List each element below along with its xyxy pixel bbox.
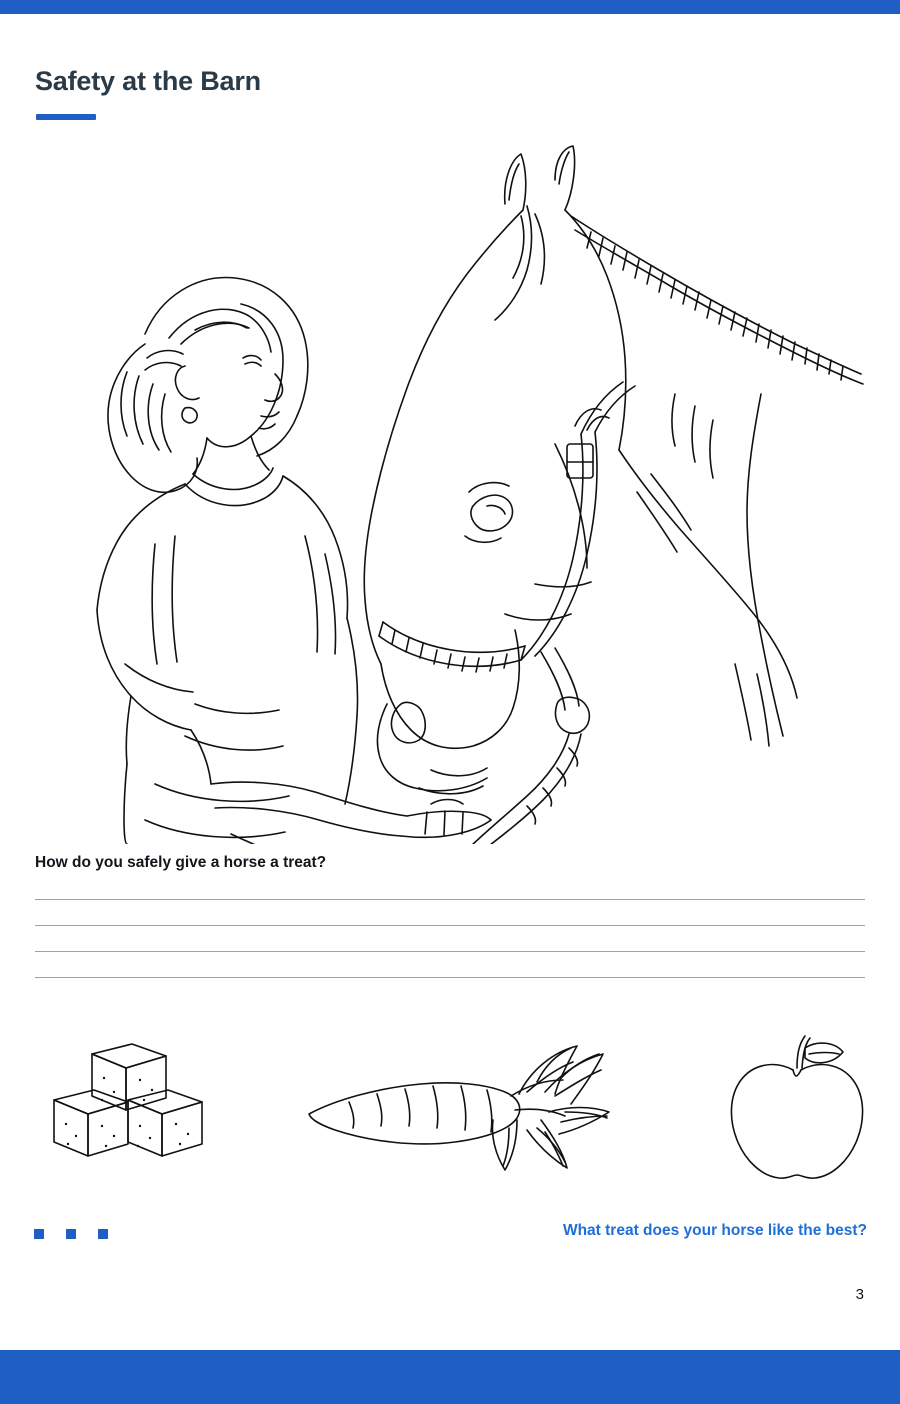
answer-line-3[interactable] bbox=[35, 951, 865, 952]
page-title: Safety at the Barn bbox=[35, 66, 261, 96]
bottom-accent-band bbox=[0, 1350, 900, 1404]
footer-caption: What treat does your horse like the best? bbox=[562, 1222, 867, 1239]
footer-dot-2 bbox=[66, 1229, 76, 1239]
footer-dot-3 bbox=[98, 1229, 108, 1239]
answer-line-2[interactable] bbox=[35, 925, 865, 926]
apple-icon bbox=[725, 1034, 865, 1184]
sugar-cubes-icon bbox=[40, 1034, 220, 1174]
horse-and-girl-line-art bbox=[35, 144, 865, 844]
footer-dot-1 bbox=[34, 1229, 44, 1239]
answer-lines[interactable] bbox=[35, 899, 865, 1003]
page-number: 3 bbox=[855, 1286, 864, 1303]
girl-feeding-horse-illustration bbox=[35, 144, 865, 844]
answer-line-1[interactable] bbox=[35, 899, 865, 900]
question-prompt: How do you safely give a horse a treat? bbox=[35, 854, 327, 871]
title-underline-rule bbox=[36, 114, 96, 120]
footer-dot-group bbox=[34, 1229, 108, 1239]
treat-illustrations bbox=[35, 1034, 865, 1184]
answer-line-4[interactable] bbox=[35, 977, 865, 978]
carrot-icon bbox=[305, 1034, 615, 1174]
top-accent-band bbox=[0, 0, 900, 14]
